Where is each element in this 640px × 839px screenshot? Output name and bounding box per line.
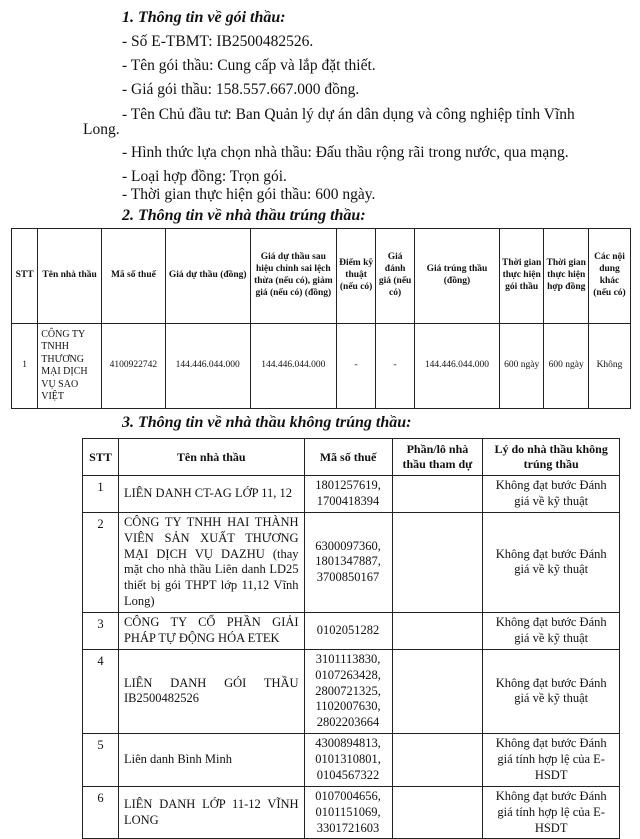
cell-lot <box>392 613 483 650</box>
cell-stt: 3 <box>83 613 119 650</box>
info-line-contract-type: - Loại hợp đồng: Trọn gói. <box>122 168 287 185</box>
col-header: Thời gian thực hiện hợp đồng <box>544 229 589 324</box>
info-line-package-price: - Giá gói thầu: 158.557.667.000 đồng. <box>122 81 360 98</box>
col-header: Giá trúng thầu (đồng) <box>415 229 500 324</box>
cell-eval-price: - <box>376 324 415 409</box>
cell-lot <box>392 476 483 513</box>
cell-reason: Không đạt bước Đánh giá về kỹ thuật <box>483 476 620 513</box>
col-header: Tên nhà thầu <box>38 229 102 324</box>
cell-reason: Không đạt bước Đánh giá về kỹ thuật <box>483 613 620 650</box>
cell-adjusted-price: 144.446.044.000 <box>250 324 336 409</box>
cell-stt: 5 <box>83 734 119 787</box>
table-row <box>83 649 620 733</box>
cell-reason: Không đạt bước Đánh giá về kỹ thuật <box>483 512 620 612</box>
cell-bid-price: 144.446.044.000 <box>165 324 250 409</box>
cell-lot <box>392 734 483 787</box>
cell-contractor-name: CÔNG TY CỔ PHẦN GIẢI PHÁP TỰ ĐỘNG HÓA ETEK <box>118 613 304 650</box>
info-line-selection-method: - Hình thức lựa chọn nhà thầu: Đấu thầu rộng rãi trong nước, qua mạng. <box>122 144 569 161</box>
table-header-row <box>12 229 631 324</box>
cell-contractor-name: CÔNG TY TNHH THƯƠNG MẠI DỊCH VỤ SAO VIỆT <box>38 324 102 409</box>
table-row <box>12 324 631 409</box>
col-header: Giá dự thầu sau hiệu chỉnh sai lệch thừa (nếu có), giảm giá (nếu có) (đồng) <box>250 229 336 324</box>
col-header: Thời gian thực hiện gói thầu <box>499 229 544 324</box>
col-header: Lý do nhà thầu không trúng thầu <box>483 439 620 476</box>
cell-reason: Không đạt bước Đánh giá về kỹ thuật <box>483 649 620 733</box>
cell-stt: 6 <box>83 786 119 839</box>
col-header: Giá đánh giá (nếu có) <box>376 229 415 324</box>
cell-lot <box>392 649 483 733</box>
winning-contractor-table <box>11 228 631 409</box>
col-header: Mã số thuế <box>101 229 165 324</box>
cell-reason: Không đạt bước Đánh giá tính hợp lệ của E-HSDT <box>483 786 620 839</box>
col-header: Điểm kỹ thuật (nếu có) <box>337 229 376 324</box>
info-line-package-name: - Tên gói thầu: Cung cấp và lắp đặt thiết. <box>122 57 376 74</box>
losing-contractors-table <box>82 438 620 839</box>
table-row <box>83 786 620 839</box>
col-header: STT <box>83 439 119 476</box>
cell-tax-code: 0102051282 <box>304 613 392 650</box>
cell-tech-score: - <box>337 324 376 409</box>
cell-lot <box>392 512 483 612</box>
col-header: Các nội dung khác (nếu có) <box>589 229 631 324</box>
cell-reason: Không đạt bước Đánh giá tính hợp lệ của E-HSDT <box>483 734 620 787</box>
table-row <box>83 512 620 612</box>
table-row <box>83 734 620 787</box>
info-line-investor-cont: Long. <box>83 121 120 138</box>
cell-tax-code: 1801257619, 1700418394 <box>304 476 392 513</box>
table-header-row <box>83 439 620 476</box>
cell-stt: 1 <box>12 324 38 409</box>
col-header: Mã số thuế <box>304 439 392 476</box>
cell-contract-duration: 600 ngày <box>544 324 589 409</box>
col-header: Tên nhà thầu <box>118 439 304 476</box>
cell-tax-code: 3101113830, 0107263428, 2800721325, 1102007630, 2802203664 <box>304 649 392 733</box>
cell-tax-code: 0107004656, 0101151069, 3301721603 <box>304 786 392 839</box>
cell-tax-code: 4100922742 <box>101 324 165 409</box>
table-row <box>83 476 620 513</box>
col-header: Phần/lô nhà thầu tham dự <box>392 439 483 476</box>
col-header: Giá dự thầu (đồng) <box>165 229 250 324</box>
cell-contractor-name: LIÊN DANH GÓI THẦU IB2500482526 <box>118 649 304 733</box>
cell-contractor-name: Liên danh Bình Minh <box>118 734 304 787</box>
cell-other: Không <box>589 324 631 409</box>
cell-tax-code: 4300894813, 0101310801, 0104567322 <box>304 734 392 787</box>
cell-contractor-name: LIÊN DANH LỚP 11-12 VĨNH LONG <box>118 786 304 839</box>
cell-stt: 4 <box>83 649 119 733</box>
cell-contractor-name: CÔNG TY TNHH HAI THÀNH VIÊN SẢN XUẤT THƯƠNG MẠI DỊCH VỤ DAZHU (thay mặt cho nhà thầu Liên danh LD25 thiết bị gói THPT lớp 11,12 Vĩnh Long) <box>118 512 304 612</box>
cell-stt: 1 <box>83 476 119 513</box>
section1-heading: 1. Thông tin về gói thầu: <box>122 9 286 26</box>
cell-award-price: 144.446.044.000 <box>415 324 500 409</box>
section2-heading: 2. Thông tin về nhà thầu trúng thầu: <box>122 207 366 224</box>
info-line-investor: - Tên Chủ đầu tư: Ban Quản lý dự án dân dụng và công nghiệp tỉnh Vĩnh <box>122 106 575 123</box>
info-line-etbmt: - Số E-TBMT: IB2500482526. <box>122 33 314 50</box>
table-row <box>83 613 620 650</box>
cell-package-duration: 600 ngày <box>499 324 544 409</box>
section3-heading: 3. Thông tin về nhà thầu không trúng thầu: <box>122 414 412 431</box>
cell-lot <box>392 786 483 839</box>
cell-contractor-name: LIÊN DANH CT-AG LỚP 11, 12 <box>118 476 304 513</box>
info-line-duration: - Thời gian thực hiện gói thầu: 600 ngày. <box>122 186 376 203</box>
col-header: STT <box>12 229 38 324</box>
cell-tax-code: 6300097360, 1801347887, 3700850167 <box>304 512 392 612</box>
cell-stt: 2 <box>83 512 119 612</box>
